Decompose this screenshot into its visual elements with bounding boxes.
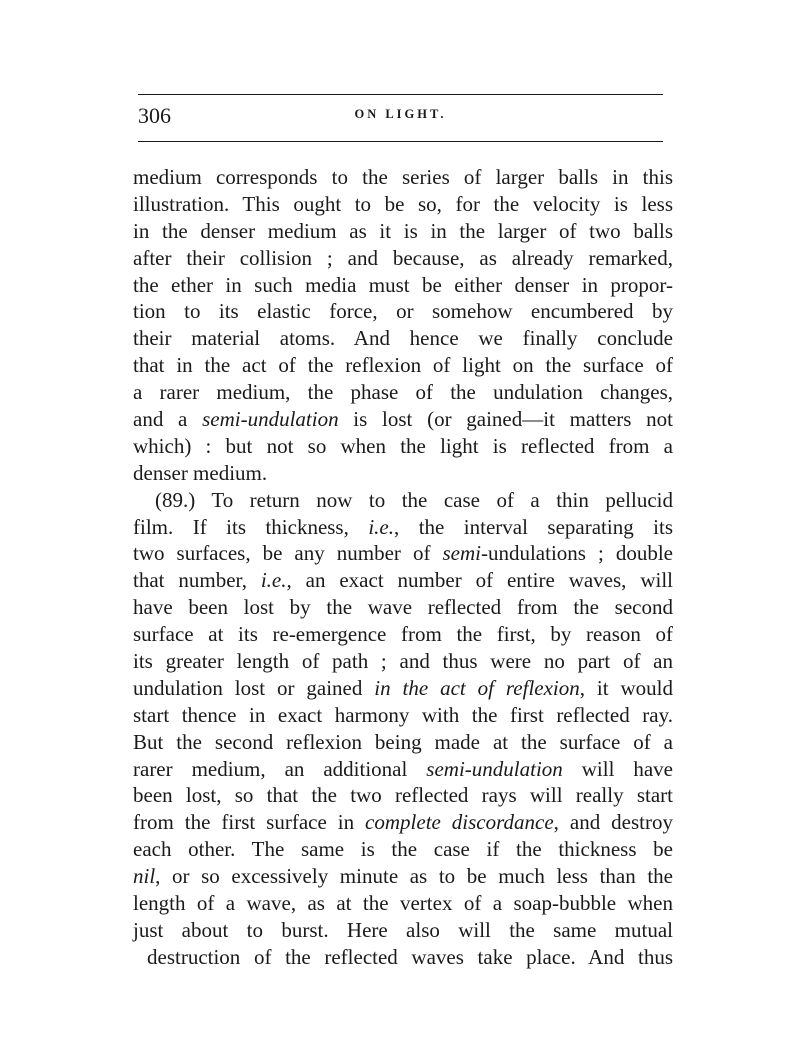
text-line (133, 245, 673, 272)
italic-text: semi (442, 541, 481, 566)
text-segment: each other. The same is the case if the thickness be (133, 837, 673, 862)
text-line (133, 917, 673, 944)
text-segment: (89.) To return now to the case of a thin pellucid (155, 487, 673, 512)
text-segment: in the denser medium as it is in the larger of two balls (133, 218, 673, 243)
text-segment: is lost (or gained—it matters not (338, 407, 673, 432)
text-line (133, 433, 673, 460)
italic-text: i.e. (368, 514, 394, 539)
text-line (133, 406, 673, 433)
text-segment: and a (133, 407, 203, 432)
text-segment: the ether in such media must be either denser in propor- (133, 272, 673, 297)
text-segment: two surfaces, be any number of (133, 541, 443, 566)
text-segment: , the interval separating its (393, 514, 674, 539)
text-segment: But the second reflexion being made at the surface of a (133, 729, 673, 754)
text-line (133, 702, 673, 729)
text-segment: start thence in exact harmony with the first reflected ray. (133, 702, 673, 727)
text-line (133, 191, 673, 218)
text-segment: their material atoms. And hence we finally conclude (133, 326, 673, 351)
italic-text: in the act of reflexion (374, 675, 580, 700)
text-segment: after their collision ; and because, as already remarked, (133, 245, 673, 270)
text-line (133, 352, 673, 379)
text-line (133, 218, 673, 245)
text-line (133, 863, 673, 890)
text-segment: rarer medium, an additional (133, 756, 427, 781)
text-line (133, 164, 673, 191)
text-segment: destruction of the reflected waves take place. And thus (147, 944, 673, 969)
page-number: 306 (138, 103, 171, 128)
text-segment: undulation lost or gained (133, 675, 375, 700)
header-bottom-rule (138, 141, 663, 142)
italic-text: semi-undulation (426, 756, 563, 781)
text-segment: that in the act of the reflexion of light on the surface of (133, 353, 673, 378)
text-line (133, 567, 673, 594)
text-segment: , an exact number of entire waves, will (286, 568, 673, 593)
paragraph-89 (133, 487, 673, 971)
running-title: ON LIGHT. (354, 107, 447, 121)
text-segment: just about to burst. Here also will the same mutual (133, 917, 673, 942)
text-segment: its greater length of path ; and thus were no part of an (133, 649, 673, 674)
text-line (133, 675, 673, 702)
italic-text: semi-undulation (202, 407, 339, 432)
text-line (133, 487, 673, 514)
page-header (138, 103, 663, 133)
text-line (133, 379, 673, 406)
text-segment: that number, (133, 568, 261, 593)
paragraph-continued (133, 164, 673, 487)
text-line (133, 540, 673, 567)
text-line (133, 298, 673, 325)
text-line (133, 621, 673, 648)
text-segment: , it would (579, 675, 674, 700)
italic-text: nil (133, 864, 156, 889)
text-line (133, 756, 673, 783)
text-segment: length of a wave, as at the vertex of a soap-bubble when (133, 891, 673, 916)
text-line (133, 648, 673, 675)
text-segment: from the first surface in (133, 810, 366, 835)
text-segment: been lost, so that the two reflected rays will really start (133, 783, 673, 808)
text-segment: denser medium. (133, 460, 268, 485)
header-top-rule (138, 94, 663, 95)
body-text (133, 164, 673, 971)
italic-text: complete discordance (365, 810, 554, 835)
text-line (133, 782, 673, 809)
text-segment: will have (562, 756, 674, 781)
text-segment: a rarer medium, the phase of the undulation changes, (133, 380, 673, 405)
text-line (133, 325, 673, 352)
text-segment: , and destroy (553, 810, 673, 835)
text-segment: film. If its thickness, (133, 514, 369, 539)
text-segment: tion to its elastic force, or somehow encumbered by (133, 299, 673, 324)
text-segment: medium corresponds to the series of larger balls in this (133, 165, 673, 189)
text-line (147, 944, 673, 971)
text-segment: -undulations ; double (480, 541, 673, 566)
text-segment: , or so excessively minute as to be much less than the (155, 864, 673, 889)
text-segment: illustration. This ought to be so, for the velocity is less (133, 191, 673, 216)
text-segment: have been lost by the wave reflected from the second (133, 595, 673, 620)
text-line (133, 594, 673, 621)
text-segment: surface at its re-emergence from the first, by reason of (133, 622, 673, 647)
text-line (133, 460, 673, 487)
italic-text: i.e. (260, 568, 287, 593)
text-segment: which) : but not so when the light is reflected from a (133, 433, 673, 458)
text-line (133, 890, 673, 917)
text-line (133, 836, 673, 863)
text-line (133, 514, 673, 541)
text-line (133, 809, 673, 836)
text-line (133, 729, 673, 756)
text-line (133, 272, 673, 299)
